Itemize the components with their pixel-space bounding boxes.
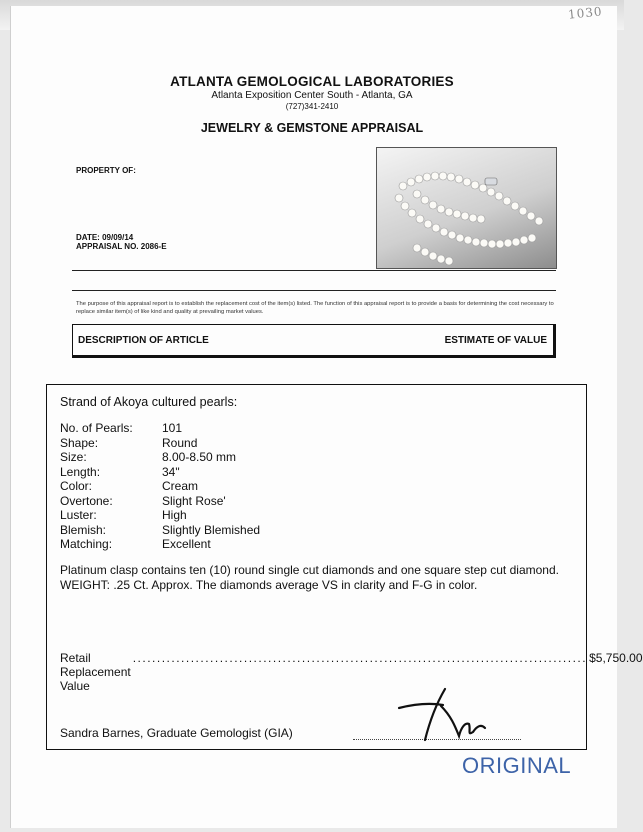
spec-value: Slightly Blemished (162, 522, 261, 537)
pearl-strand-image (377, 148, 556, 268)
original-stamp: ORIGINAL (462, 753, 572, 778)
lab-name: ATLANTA GEMOLOGICAL LABORATORIES (170, 74, 454, 89)
item-title: Strand of Akoya cultured pearls: (60, 395, 238, 409)
spec-label: Luster: (60, 508, 97, 522)
spec-value: Slight Rose' (162, 493, 226, 508)
spec-label: Shape: (60, 435, 99, 450)
spec-value: 34" (162, 464, 180, 479)
spec-label: Blemish: (60, 522, 107, 537)
spec-row (60, 508, 260, 523)
spec-row (60, 537, 260, 552)
spec-label: Matching: (60, 537, 113, 551)
spec-row (60, 450, 260, 465)
spec-value: 8.00-8.50 mm (162, 450, 237, 464)
clasp-description: Platinum clasp contains ten (10) round single cut diamonds and one square step cut diamond. WEIGHT: .25 Ct. Approx. The diamonds average VS in clarity and F-G in color. (60, 563, 559, 592)
spec-value: Excellent (162, 537, 211, 551)
pearl-photo (376, 147, 557, 269)
spec-label: Size: (60, 450, 87, 464)
purpose-statement: The purpose of this appraisal report is to establish the replacement cost of the item(s) listed. The function of this appraisal report is to provide a basis for determining the cost necessary to replace similar item(s) of like kind and quality at prevailing market values. (76, 301, 554, 315)
estimate-of-value-label: ESTIMATE OF VALUE (444, 335, 547, 346)
document-title: JEWELRY & GEMSTONE APPRAISAL (200, 121, 424, 135)
leader-dots: .............................................................................................. (132, 651, 588, 665)
description-header-box (72, 324, 556, 358)
spec-value: High (162, 508, 187, 522)
spec-value: 101 (162, 421, 183, 435)
property-label: PROPERTY OF: (76, 166, 136, 175)
spec-label: Length: (60, 464, 101, 479)
spec-label: Overtone: (60, 493, 113, 508)
spec-row (60, 465, 260, 480)
spec-label: Color: (60, 479, 93, 493)
spec-row (60, 494, 260, 509)
clasp-shape (485, 178, 497, 185)
retail-value-label: Retail Replacement Value (60, 651, 131, 693)
spec-row (60, 421, 260, 436)
divider-line-1 (72, 270, 556, 271)
margin-note: 1030 (567, 4, 604, 22)
spec-row (60, 479, 260, 494)
retail-value-amount: $5,750.00 (589, 651, 643, 665)
date-label: DATE: 09/09/14 (76, 233, 134, 242)
spec-row (60, 436, 260, 451)
spec-label: No. of Pearls: (60, 421, 133, 435)
divider-line-2 (72, 290, 556, 291)
signature-mark (395, 686, 490, 744)
spec-value: Cream (162, 479, 199, 493)
lab-phone: (727)341-2410 (285, 102, 339, 111)
item-description-box (46, 384, 643, 750)
lab-address: Atlanta Exposition Center South - Atlanta, GA (211, 90, 413, 101)
pearl-specs (60, 421, 260, 552)
description-of-article-label: DESCRIPTION OF ARTICLE (78, 335, 209, 346)
spec-value: Round (162, 435, 198, 450)
appraisal-number: APPRAISAL NO. 2086-E (76, 242, 167, 251)
spec-row (60, 523, 260, 538)
appraiser-name: Sandra Barnes, Graduate Gemologist (GIA) (60, 726, 293, 740)
